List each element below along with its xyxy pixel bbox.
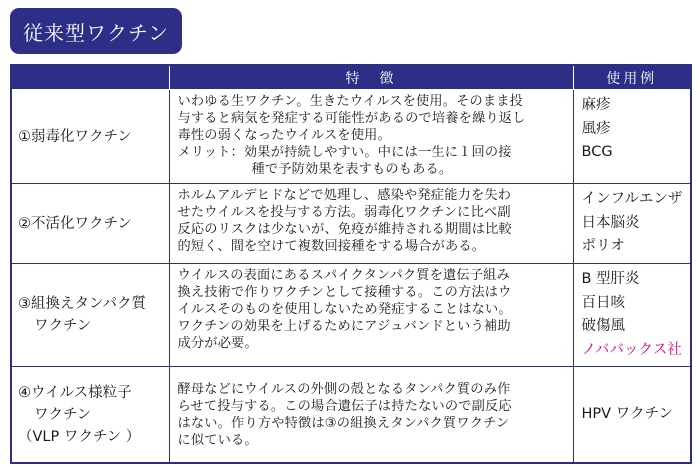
vaccine-features bbox=[169, 184, 573, 264]
table-row bbox=[11, 367, 691, 464]
vaccine-features bbox=[169, 90, 573, 184]
features-line: イルスそのものを使用しないため発症することはない。 bbox=[177, 302, 512, 317]
features-line: に似ている。 bbox=[177, 432, 258, 448]
example-brand: ノババックス社 bbox=[581, 341, 682, 358]
example-item: ポリオ bbox=[581, 238, 625, 254]
table-row bbox=[11, 90, 691, 184]
features-line: 換え技術で作りワクチンとして接種する。この方法はウ bbox=[177, 285, 512, 300]
merit-line-continued: 種で予防効果を表すものもある。 bbox=[251, 162, 453, 177]
example-item: 百日咳 bbox=[581, 294, 625, 311]
features-line: いわゆる生ワクチン。生きたウイルスを使用。そのまま投 bbox=[177, 94, 524, 109]
vaccine-examples bbox=[573, 90, 691, 184]
example-item: BCG bbox=[581, 144, 613, 160]
features-line: 成分が必要。 bbox=[177, 336, 258, 351]
example-item: B 型肝炎 bbox=[581, 271, 640, 287]
table-row bbox=[11, 264, 691, 367]
vaccine-name-line: （VLP ワクチン ） bbox=[18, 428, 141, 445]
vaccine-table bbox=[10, 64, 692, 464]
table-header-row bbox=[11, 65, 691, 90]
features-line: ホルムアルデヒドなどで処理し、感染や発症能力を失わ bbox=[177, 188, 512, 203]
vaccine-name-line: ②不活化ワクチン bbox=[18, 215, 132, 232]
example-item: 風疹 bbox=[581, 120, 611, 137]
vaccine-examples bbox=[573, 264, 691, 367]
example-item: 麻疹 bbox=[581, 97, 611, 113]
example-item: HPV ワクチン bbox=[581, 405, 673, 422]
features-line: らせて投与する。この場合遺伝子は持たないので副反応 bbox=[177, 398, 512, 414]
vaccine-name-line: ③組換えタンパク質 bbox=[18, 296, 146, 312]
vaccine-name-line: ④ウイルス様粒子 bbox=[18, 384, 132, 401]
vaccine-features bbox=[169, 264, 573, 367]
merit-text: 効果が持続しやすい。中には一生に１回の接 bbox=[243, 145, 512, 160]
example-item: 破傷風 bbox=[581, 318, 625, 334]
header-examples: 使用例 bbox=[573, 65, 691, 90]
table-row bbox=[11, 184, 691, 264]
features-line: 酵母などにウイルスの外側の殻となるタンパク質のみ作 bbox=[177, 381, 511, 397]
vaccine-name-line: ワクチン bbox=[34, 318, 92, 334]
vaccine-name bbox=[11, 367, 169, 464]
header-name bbox=[11, 65, 169, 90]
features-line: 与すると病気を発症する可能性があるので培養を繰り返し bbox=[177, 111, 526, 126]
example-item: インフルエンザ bbox=[581, 191, 683, 207]
features-line: ウイルスの表面にあるスパイクタンパク質を遺伝子組み bbox=[177, 268, 510, 283]
vaccine-name bbox=[11, 90, 169, 184]
features-line: 的短く、間を空けて複数回接種をする場合がある。 bbox=[177, 239, 486, 254]
features-line: はない。作り方や特徴は③の組換えタンパク質ワクチン bbox=[177, 415, 510, 431]
vaccine-features bbox=[169, 367, 573, 464]
merit-label: メリット： bbox=[177, 145, 244, 160]
header-features: 特 徴 bbox=[169, 65, 573, 90]
vaccine-examples bbox=[573, 367, 691, 464]
page-title: 従来型ワクチン bbox=[10, 8, 182, 54]
features-line: せたウイルスを投与する方法。弱毒化ワクチンに比べ副 bbox=[177, 205, 511, 220]
features-line: 反応のリスクは少ないが、免疫が維持される期間は比較 bbox=[177, 222, 512, 237]
example-item: 日本脳炎 bbox=[581, 214, 640, 231]
vaccine-name bbox=[11, 184, 169, 264]
vaccine-examples bbox=[573, 184, 691, 264]
features-line: ワクチンの効果を上げるためにアジュバンドという補助 bbox=[177, 319, 511, 334]
features-line: 毒性の弱くなったウイルスを使用。 bbox=[177, 128, 391, 143]
vaccine-name bbox=[11, 264, 169, 367]
vaccine-name-line: ワクチン bbox=[34, 406, 92, 423]
vaccine-name-line: ①弱毒化ワクチン bbox=[18, 128, 132, 145]
merit-line bbox=[178, 144, 569, 161]
